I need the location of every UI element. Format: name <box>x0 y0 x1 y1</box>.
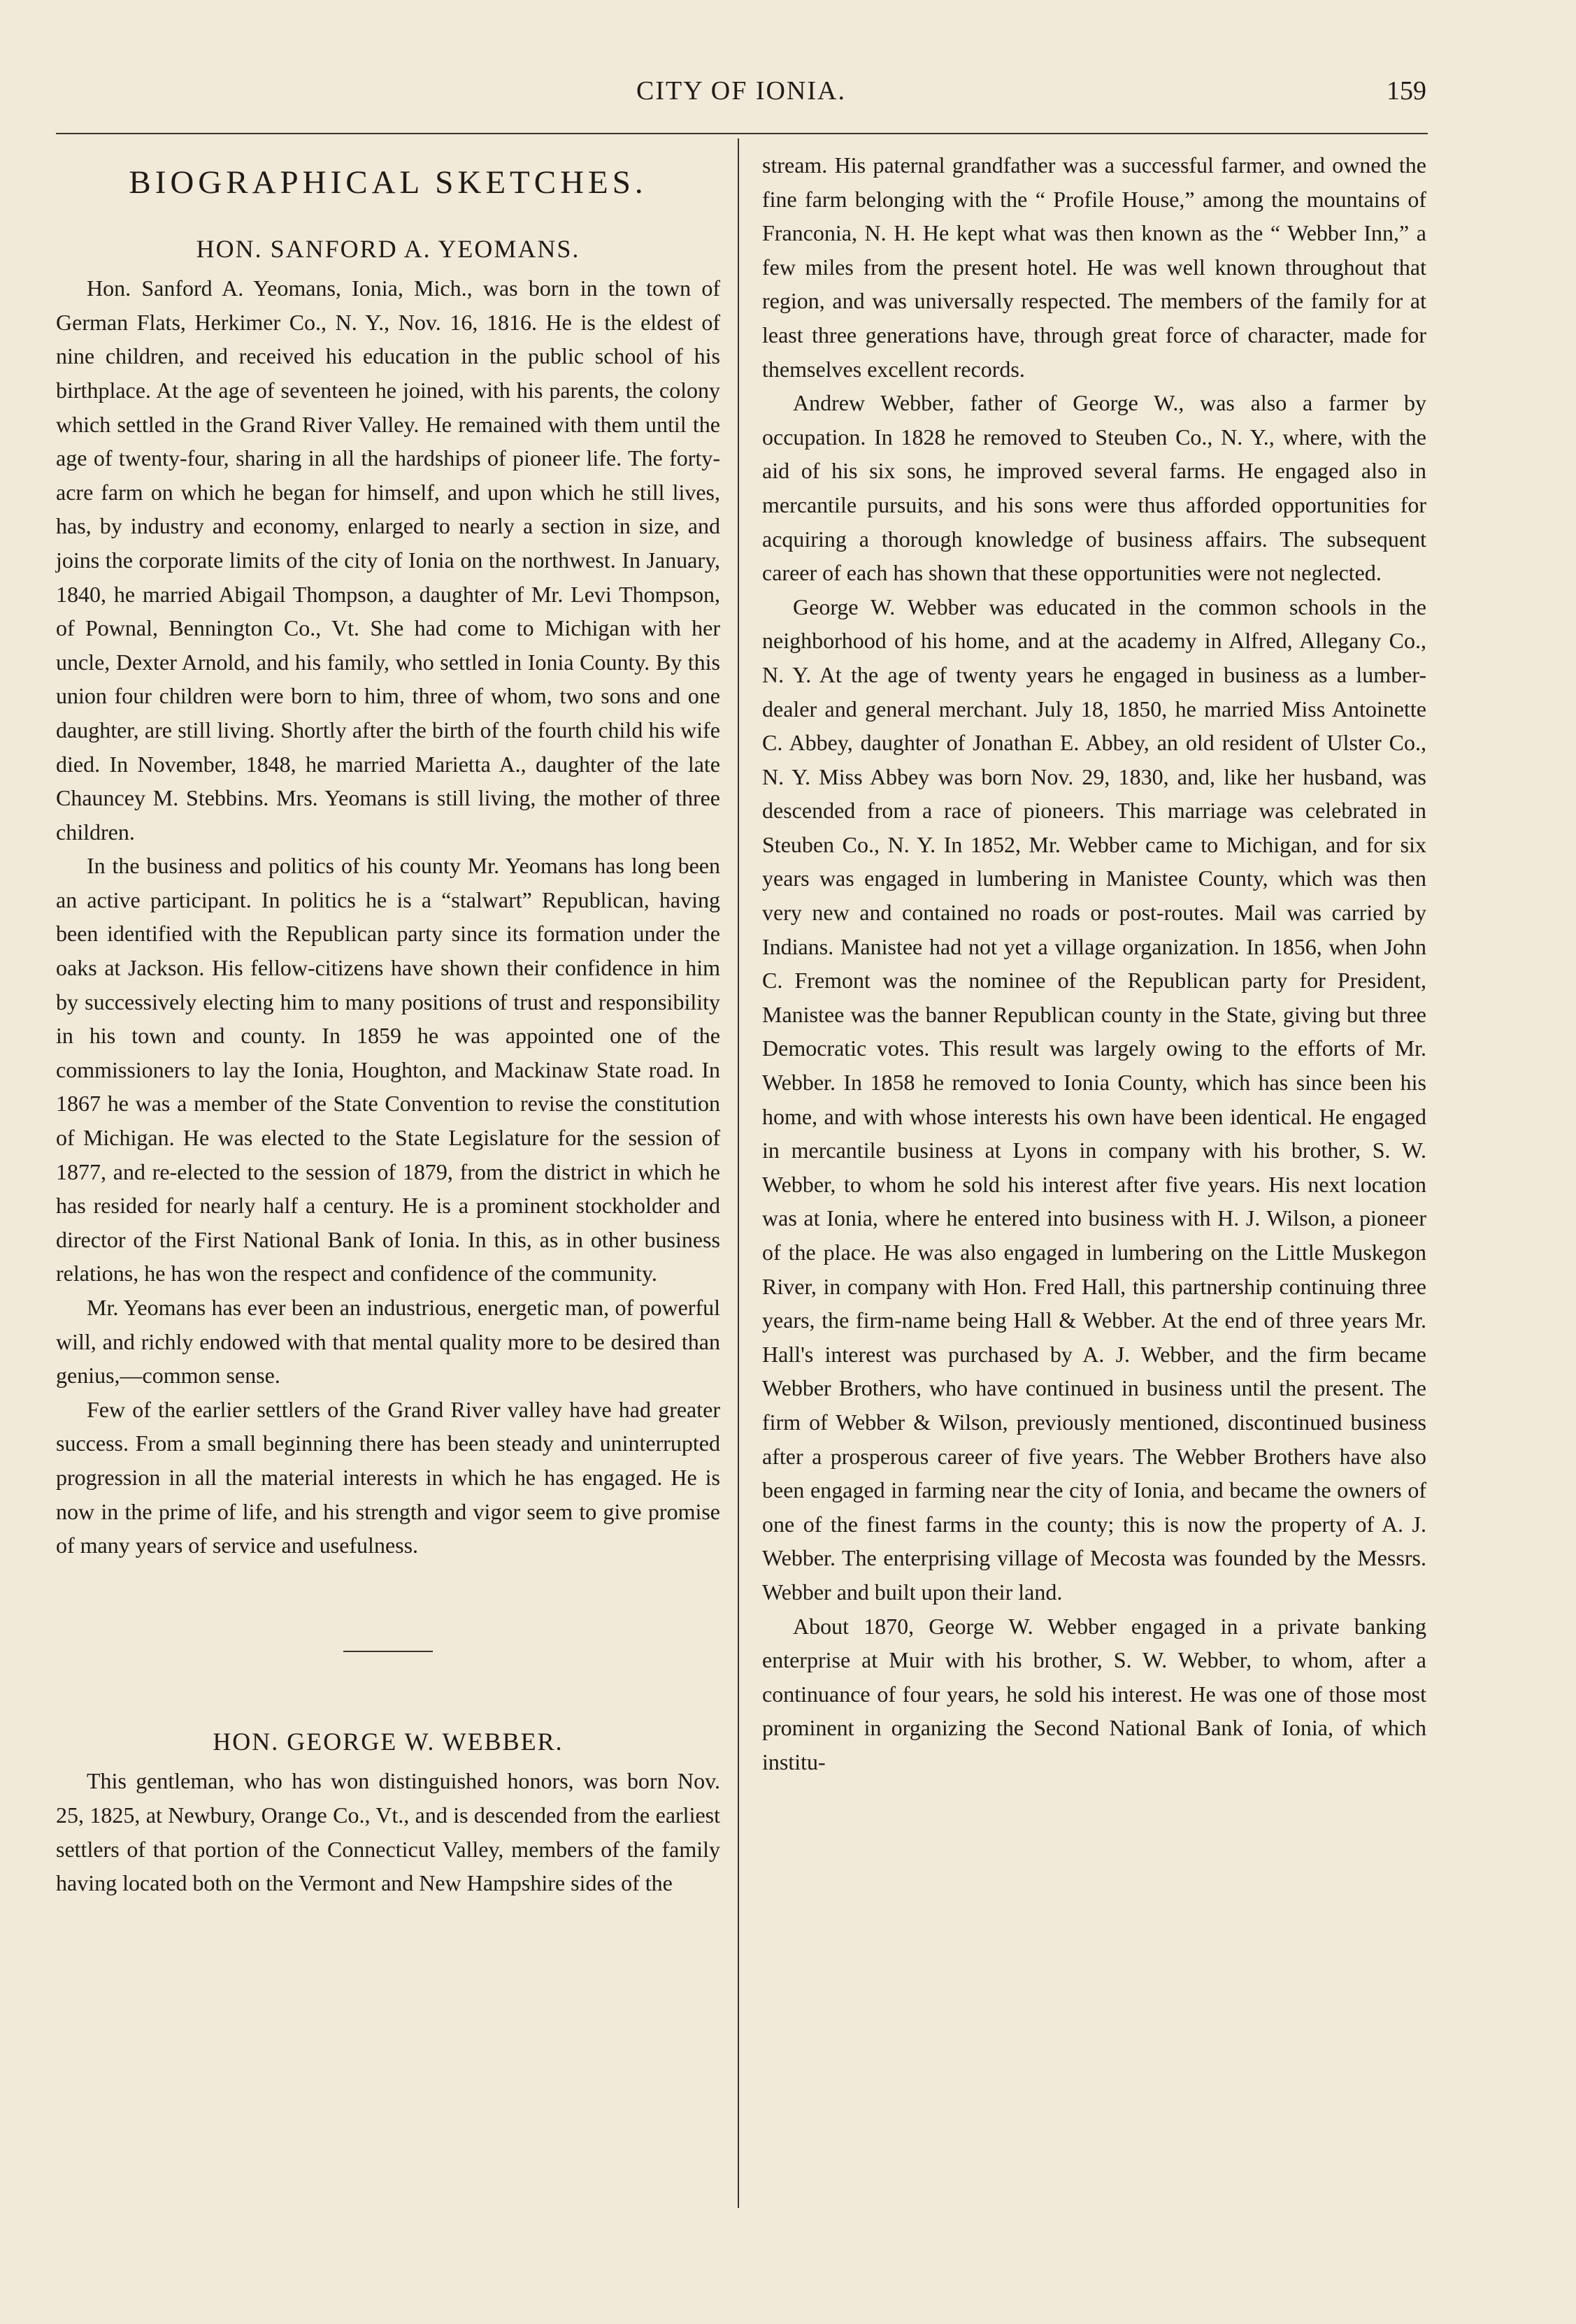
page-number: 159 <box>1387 76 1426 106</box>
column-divider <box>738 138 739 2208</box>
yeomans-heading: HON. SANFORD A. YEOMANS. <box>196 234 580 263</box>
yeomans-paragraph-3: Mr. Yeomans has ever been an industrious, energetic man, of powerful will, and richly endowed with that mental quality more to be desired than genius,—common sense. <box>56 1295 720 1389</box>
left-column <box>56 143 720 1900</box>
webber-heading: HON. GEORGE W. WEBBER. <box>213 1727 564 1756</box>
webber-paragraph-1: Andrew Webber, father of George W., was also a farmer by occupation. In 1828 he removed to Steuben Co., N. Y., where, with the aid of his six sons, he improved several farms. He engaged also in mercantile pursuits, and his sons were thus afforded opportunities for acquiring a thorough knowledge of business affairs. The subsequent career of each has shown that these opportunities were not neglected. <box>762 390 1426 586</box>
webber-paragraph-3: About 1870, George W. Webber engaged in a private banking enterprise at Muir with his brother, S. W. Webber, to whom, after a continuance of four years, he sold his interest. He was one of those most prominent in organizing the Second National Bank of Ionia, of which institu- <box>762 1613 1426 1774</box>
yeomans-paragraph-2: In the business and politics of his county Mr. Yeomans has long been an active participant. In politics he is a “stalwart” Republican, having been identified with the Republican party since its formation under the oaks at Jackson. His fellow-citizens have shown their confidence in him by successively electing him to many positions of trust and responsibility in his town and county. In 1859 he was appointed one of the commissioners to lay the Ionia, Houghton, and Mackinaw State road. In 1867 he was a member of the State Convention to revise the constitution of Michigan. He was elected to the State Legislature for the session of 1877, and re-elected to the session of 1879, from the district in which he has resided for nearly half a century. He is a prominent stockholder and director of the First National Bank of Ionia. In this, as in other business relations, he has won the respect and confidence of the community. <box>56 853 720 1286</box>
section-title: BIOGRAPHICAL SKETCHES. <box>129 164 647 201</box>
right-column <box>762 148 1426 1779</box>
webber-intro-paragraph: This gentleman, who has won distinguished honors, was born Nov. 25, 1825, at Newbury, Orange Co., Vt., and is descended from the earliest settlers of that portion of the Connecticut Valley, members of the family having located both on the Vermont and New Hampshire sides of the <box>56 1768 720 1896</box>
header-rule <box>56 133 1428 134</box>
section-separator <box>343 1651 433 1652</box>
webber-continuation-paragraph: stream. His paternal grandfather was a successful farmer, and owned the fine farm belonging with the “ Profile House,” among the mountains of Franconia, N. H. He kept what was then known as the “ Webber Inn,” a few miles from the present hotel. He was well known throughout that region, and was universally respected. The members of the family for at least three generations have, through great force of character, made for themselves excellent records. <box>762 152 1426 382</box>
yeomans-paragraph-1: Hon. Sanford A. Yeomans, Ionia, Mich., was born in the town of German Flats, Herkimer Co., N. Y., Nov. 16, 1816. He is the eldest of nine children, and received his education in the public school of his birthplace. At the age of seventeen he joined, with his parents, the colony which settled in the Grand River Valley. He remained with them until the age of twenty-four, sharing in all the hardships of pioneer life. The forty-acre farm on which he began for himself, and upon which he still lives, has, by industry and economy, enlarged to nearly a section in size, and joins the corporate limits of the city of Ionia on the northwest. In January, 1840, he married Abigail Thompson, a daughter of Mr. Levi Thompson, of Pownal, Bennington Co., Vt. She had come to Michigan with her uncle, Dexter Arnold, and his family, who settled in Ionia County. By this union four children were born to him, three of whom, two sons and one daughter, are still living. Shortly after the birth of the fourth child his wife died. In November, 1848, he married Marietta A., daughter of the late Chauncey M. Stebbins. Mrs. Yeomans is still living, the mother of three children. <box>56 275 720 845</box>
running-title: CITY OF IONIA. <box>636 76 846 106</box>
yeomans-paragraph-4: Few of the earlier settlers of the Grand River valley have had greater success. From a small beginning there has been steady and uninterrupted progression in all the material interests in which he has engaged. He is now in the prime of life, and his strength and vigor seem to give promise of many years of service and usefulness. <box>56 1396 720 1558</box>
webber-paragraph-2: George W. Webber was educated in the common schools in the neighborhood of his home, and at the academy in Alfred, Allegany Co., N. Y. At the age of twenty years he engaged in business as a lumber-dealer and general merchant. July 18, 1850, he married Miss Antoinette C. Abbey, daughter of Jonathan E. Abbey, an old resident of Ulster Co., N. Y. Miss Abbey was born Nov. 29, 1830, and, like her husband, was descended from a race of pioneers. This marriage was celebrated in Steuben Co., N. Y. In 1852, Mr. Webber came to Michigan, and for six years was engaged in lumbering in Manistee County, which was then very new and contained no roads or post-routes. Mail was carried by Indians. Manistee had not yet a village organization. In 1856, when John C. Fremont was the nominee of the Republican party for President, Manistee was the banner Republican county in the State, giving but three Democratic votes. This result was largely owing to the efforts of Mr. Webber. In 1858 he removed to Ionia County, which has since been his home, and with whose interests his own have been identical. He engaged in mercantile business at Lyons in company with his brother, S. W. Webber, to whom he sold his interest after five years. His next location was at Ionia, where he entered into business with H. J. Wilson, a pioneer of the place. He was also engaged in lumbering on the Little Muskegon River, in company with Hon. Fred Hall, this partnership continuing three years, the firm-name being Hall & Webber. At the end of three years Mr. Hall's interest was purchased by A. J. Webber, and the firm became Webber Brothers, who have continued in business until the present. The firm of Webber & Wilson, previously mentioned, discontinued business after a prosperous career of five years. The Webber Brothers have also been engaged in farming near the city of Ionia, and became the owners of one of the finest farms in the county; this is now the property of A. J. Webber. The enterprising village of Mecosta was founded by the Messrs. Webber and built upon their land. <box>762 594 1426 1605</box>
page-header <box>56 76 1426 117</box>
